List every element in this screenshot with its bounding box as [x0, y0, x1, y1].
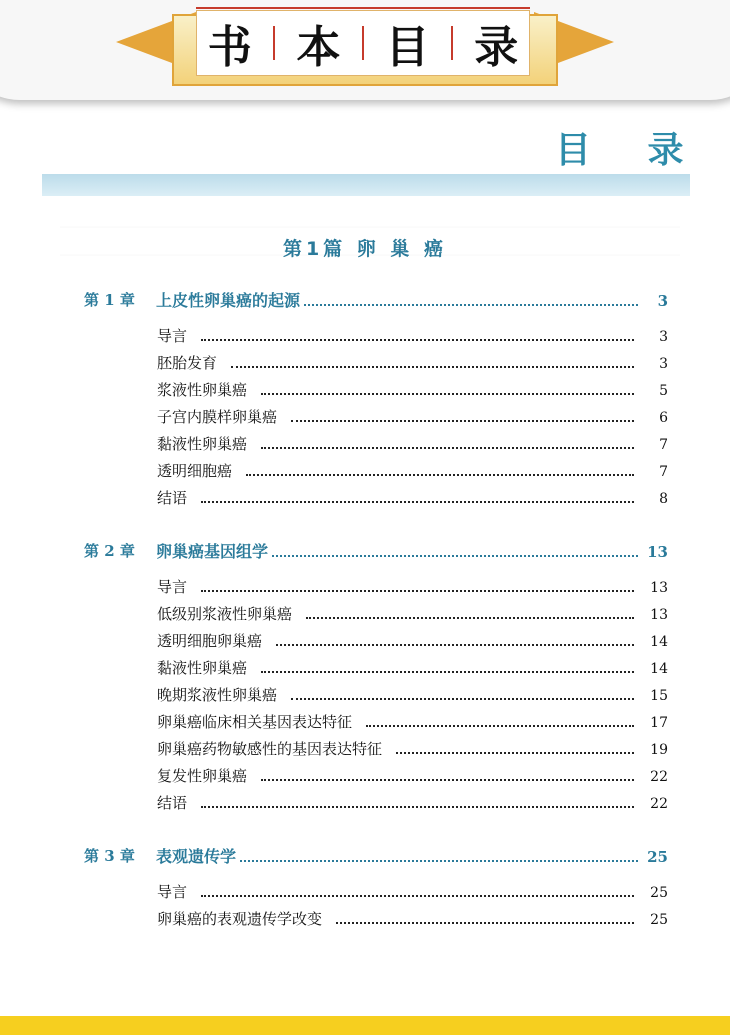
banner-char: 书: [207, 22, 252, 73]
section-title: 结语: [157, 794, 188, 812]
header-bar: [42, 174, 690, 196]
section-page: 7: [659, 464, 668, 480]
section-entry[interactable]: [157, 881, 668, 902]
section-title: 结语: [157, 489, 188, 507]
section-entry[interactable]: [157, 576, 668, 597]
section-title: 导言: [157, 883, 188, 901]
section-entry[interactable]: [157, 792, 668, 813]
section-page: 7: [659, 437, 668, 453]
bottom-stripe: [0, 1016, 730, 1035]
section-title: 子宫内膜样卵巢癌: [157, 408, 278, 426]
section-title: 导言: [157, 327, 188, 345]
section-page: 13: [650, 580, 668, 596]
section-page: 6: [659, 410, 668, 426]
chapter-entry[interactable]: [156, 288, 668, 311]
section-entry[interactable]: [157, 460, 668, 481]
section-page: 8: [659, 491, 668, 507]
chapter-title: 上皮性卵巢癌的起源: [156, 291, 301, 310]
section-page: 14: [650, 661, 668, 677]
chapter-entry[interactable]: [156, 539, 668, 562]
leader-dots: [246, 474, 634, 476]
section-page: 25: [650, 885, 668, 901]
section-entry[interactable]: [157, 352, 668, 373]
section-title: 黏液性卵巢癌: [157, 435, 248, 453]
banner-char: 录: [474, 22, 519, 73]
leader-dots: [201, 590, 634, 592]
section-page: 25: [650, 912, 668, 928]
section-title: 晚期浆液性卵巢癌: [157, 686, 278, 704]
banner-char: 目: [385, 22, 430, 73]
section-page: 17: [650, 715, 668, 731]
section-title: 导言: [157, 578, 188, 596]
chapter-entry[interactable]: [156, 844, 668, 867]
banner-separator: [362, 26, 364, 60]
leader-dots: [396, 752, 634, 754]
section-entry[interactable]: [157, 325, 668, 346]
section-page: 3: [659, 356, 668, 372]
chapter-number: 第 1 章: [84, 291, 135, 309]
leader-dots: [304, 304, 638, 306]
section-entry[interactable]: [157, 908, 668, 929]
chapter-title: 表观遗传学: [156, 847, 237, 866]
section-page: 14: [650, 634, 668, 650]
banner-red-line: [196, 7, 530, 9]
section-title: 黏液性卵巢癌: [157, 659, 248, 677]
chapter-title: 卵巢癌基因组学: [156, 542, 269, 561]
leader-dots: [261, 779, 634, 781]
chapter-number: 第 3 章: [84, 847, 135, 865]
section-entry[interactable]: [157, 487, 668, 508]
section-entry[interactable]: [157, 765, 668, 786]
leader-dots: [201, 895, 634, 897]
section-entry[interactable]: [157, 657, 668, 678]
leader-dots: [272, 555, 638, 557]
section-page: 15: [650, 688, 668, 704]
leader-dots: [261, 447, 634, 449]
section-page: 5: [659, 383, 668, 399]
banner-char: 本: [296, 22, 341, 73]
chapter-page: 13: [647, 543, 668, 561]
chapter-number: 第 2 章: [84, 542, 135, 560]
section-title: 复发性卵巢癌: [157, 767, 248, 785]
leader-dots: [231, 366, 634, 368]
leader-dots: [336, 922, 634, 924]
section-title: 透明细胞卵巢癌: [157, 632, 263, 650]
banner: [0, 0, 730, 108]
section-page: 22: [650, 769, 668, 785]
section-page: 22: [650, 796, 668, 812]
chapter-page: 25: [647, 848, 668, 866]
leader-dots: [201, 806, 634, 808]
page-title: 目 录: [555, 130, 706, 171]
banner-separator: [273, 26, 275, 60]
leader-dots: [291, 698, 634, 700]
section-entry[interactable]: [157, 433, 668, 454]
section-title: 卵巢癌药物敏感性的基因表达特征: [157, 740, 383, 758]
section-entry[interactable]: [157, 684, 668, 705]
section-title: 胚胎发育: [157, 354, 218, 372]
part-title: 第1篇 卵 巢 癌: [282, 238, 448, 260]
section-title: 低级别浆液性卵巢癌: [157, 605, 293, 623]
banner-title: [196, 10, 530, 76]
leader-dots: [291, 420, 634, 422]
section-title: 浆液性卵巢癌: [157, 381, 248, 399]
section-title: 卵巢癌的表观遗传学改变: [157, 910, 323, 928]
leader-dots: [261, 671, 634, 673]
section-entry[interactable]: [157, 711, 668, 732]
banner-separator: [451, 26, 453, 60]
leader-dots: [261, 393, 634, 395]
leader-dots: [201, 339, 634, 341]
section-entry[interactable]: [157, 379, 668, 400]
leader-dots: [201, 501, 634, 503]
chapter-page: 3: [657, 292, 668, 310]
section-entry[interactable]: [157, 738, 668, 759]
leader-dots: [366, 725, 634, 727]
leader-dots: [240, 860, 638, 862]
section-page: 3: [659, 329, 668, 345]
section-title: 透明细胞癌: [157, 462, 233, 480]
leader-dots: [306, 617, 634, 619]
section-page: 19: [650, 742, 668, 758]
section-entry[interactable]: [157, 603, 668, 624]
section-entry[interactable]: [157, 406, 668, 427]
section-page: 13: [650, 607, 668, 623]
section-entry[interactable]: [157, 630, 668, 651]
section-title: 卵巢癌临床相关基因表达特征: [157, 713, 353, 731]
leader-dots: [276, 644, 634, 646]
